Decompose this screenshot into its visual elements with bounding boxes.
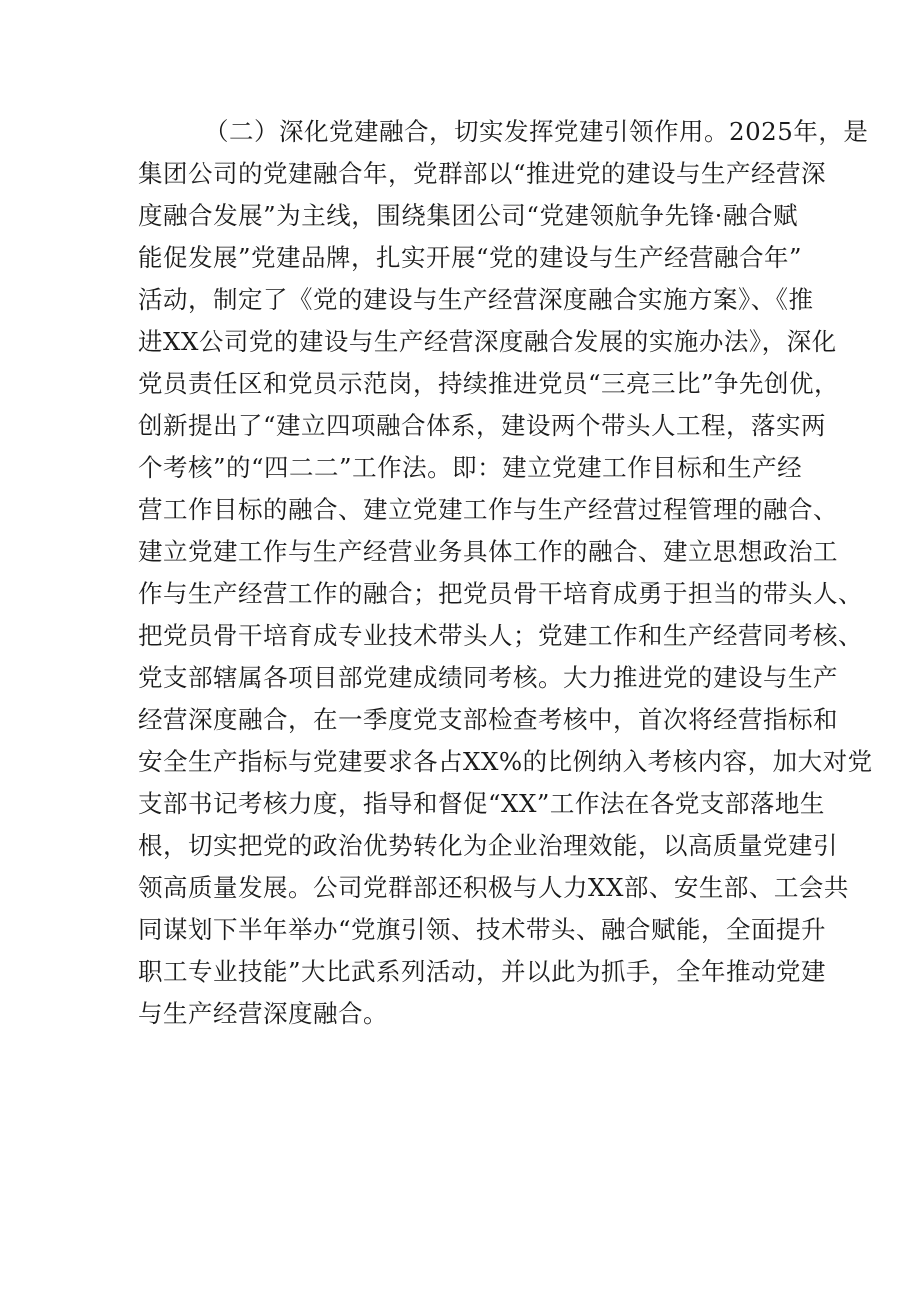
paragraph-line: 与生产经营深度融合。 xyxy=(138,999,388,1028)
body-paragraph xyxy=(138,111,873,1035)
paragraph-line: 度融合发展”为主线，围绕集团公司“党建领航争先锋·融合赋 xyxy=(138,201,798,230)
paragraph-line: 活动，制定了《党的建设与生产经营深度融合实施方案》、《推 xyxy=(138,285,814,314)
paragraph-line: 职工专业技能”大比武系列活动，并以此为抓手，全年推动党建 xyxy=(138,957,827,986)
paragraph-line: 个考核”的“四二二”工作法。即：建立党建工作目标和生产经 xyxy=(138,453,803,482)
paragraph-line: 创新提出了“建立四项融合体系，建设两个带头人工程，落实两 xyxy=(138,411,827,440)
paragraph-line: 安全生产指标与党建要求各占XX%的比例纳入考核内容，加大对党 xyxy=(138,747,873,776)
paragraph-line: 同谋划下半年举办“党旗引领、技术带头、融合赋能，全面提升 xyxy=(138,915,827,944)
paragraph-line: 建立党建工作与生产经营业务具体工作的融合、建立思想政治工 xyxy=(138,537,838,566)
paragraph-line: 进XX公司党的建设与生产经营深度融合发展的实施办法》，深化 xyxy=(138,327,837,356)
paragraph-line: 经营深度融合，在一季度党支部检查考核中，首次将经营指标和 xyxy=(138,705,838,734)
paragraph-line: 把党员骨干培育成专业技术带头人；党建工作和生产经营同考核、 xyxy=(138,621,863,650)
paragraph-line: 集团公司的党建融合年，党群部以“推进党的建设与生产经营深 xyxy=(138,159,827,188)
paragraph-line: 支部书记考核力度，指导和督促“XX”工作法在各党支部落地生 xyxy=(138,789,825,818)
paragraph-line: 能促发展”党建品牌，扎实开展“党的建设与生产经营融合年” xyxy=(138,243,803,272)
paragraph-line: 根，切实把党的政治优势转化为企业治理效能，以高质量党建引 xyxy=(138,831,838,860)
paragraph-line: （二）深化党建融合，切实发挥党建引领作用。2025年，是 xyxy=(204,117,869,146)
paragraph-line: 领高质量发展。公司党群部还积极与人力XX部、安生部、工会共 xyxy=(138,873,849,902)
paragraph-line: 作与生产经营工作的融合；把党员骨干培育成勇于担当的带头人、 xyxy=(138,579,863,608)
paragraph-line: 党员责任区和党员示范岗，持续推进党员“三亮三比”争先创优， xyxy=(138,369,840,398)
paragraph-line: 党支部辖属各项目部党建成绩同考核。大力推进党的建设与生产 xyxy=(138,663,838,692)
paragraph-line: 营工作目标的融合、建立党建工作与生产经营过程管理的融合、 xyxy=(138,495,838,524)
